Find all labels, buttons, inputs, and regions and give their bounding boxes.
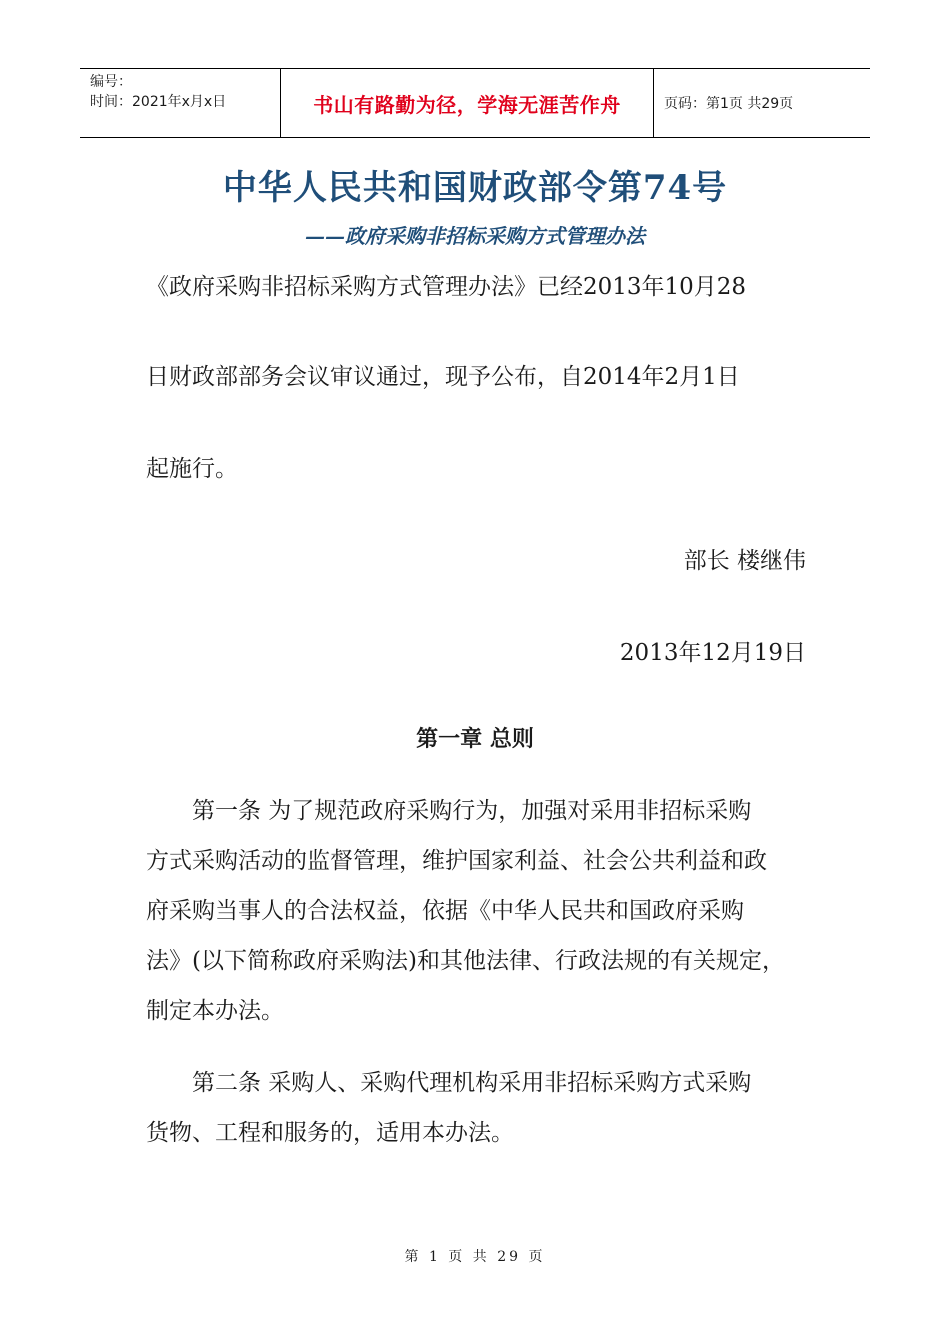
article-line: 第二条 采购人、采购代理机构采用非招标采购方式采购 [192, 1070, 752, 1096]
intro-line: 起施行。 [146, 456, 238, 482]
header-meta [80, 69, 280, 137]
header-table [80, 68, 870, 138]
intro-line: 日财政部部务会议审议通过，现予公布，自2014年2月1日 [146, 364, 740, 390]
article-line: 法》(以下简称政府采购法)和其他法律、行政法规的有关规定， [146, 948, 785, 974]
article-line: 方式采购活动的监督管理，维护国家利益、社会公共利益和政 [146, 848, 767, 874]
issue-date: 2013年12月19日 [619, 640, 806, 666]
article-line: 府采购当事人的合法权益，依据《中华人民共和国政府采购 [146, 898, 744, 924]
intro-line: 《政府采购非招标采购方式管理办法》已经2013年10月28 [146, 274, 747, 300]
article-line: 货物、工程和服务的，适用本办法。 [146, 1120, 514, 1146]
header-page-info: 页码：第1页 共29页 [664, 96, 794, 112]
time-label: 时间：2021年x月x日 [90, 94, 227, 110]
document-title: 中华人民共和国财政部令第74号 [222, 168, 728, 208]
article-line: 制定本办法。 [146, 998, 284, 1024]
header-motto: 书山有路勤为径，学海无涯苦作舟 [313, 92, 621, 117]
header-motto-cell [280, 69, 654, 137]
article-line: 第一条 为了规范政府采购行为，加强对采用非招标采购 [192, 798, 752, 824]
chapter-title: 第一章 总则 [416, 726, 534, 752]
document-subtitle: ——政府采购非招标采购方式管理办法 [305, 224, 645, 248]
number-label: 编号： [90, 74, 132, 90]
signature: 部长 楼继伟 [683, 548, 806, 574]
page-footer: 第 1 页 共 29 页 [404, 1249, 546, 1265]
